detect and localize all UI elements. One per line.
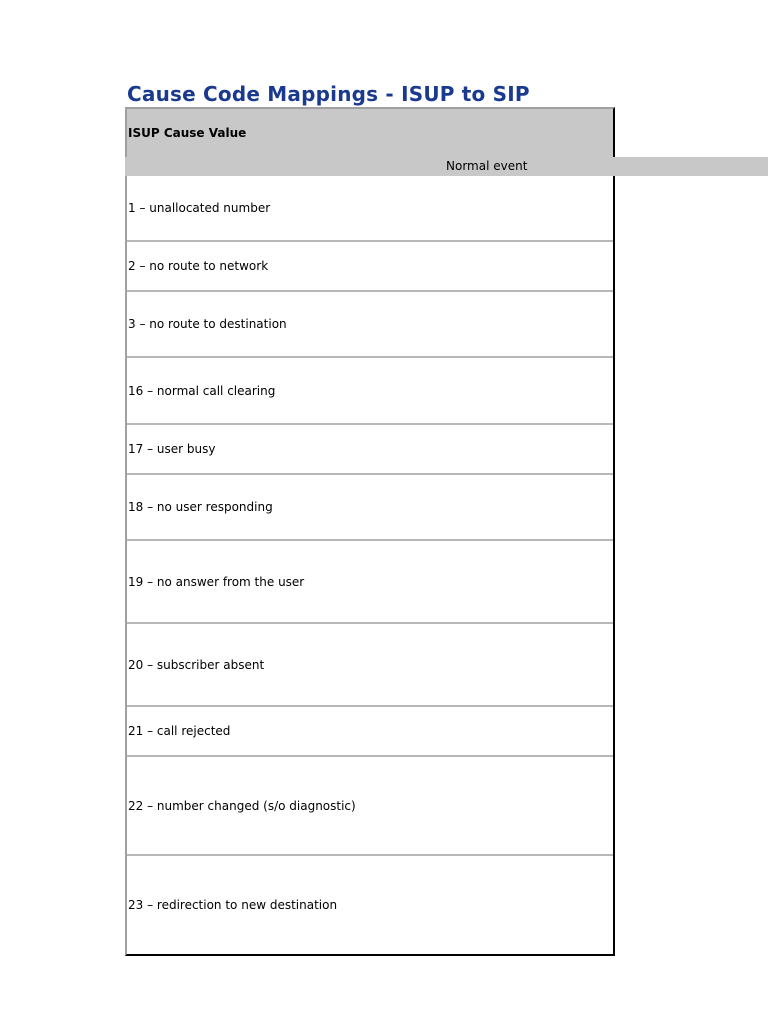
table-header-cell <box>125 107 615 159</box>
cause-value-cell: 1 – unallocated number <box>128 201 271 215</box>
table-row <box>127 176 613 242</box>
table-row <box>127 242 613 292</box>
cause-value-cell: 3 – no route to destination <box>128 317 287 331</box>
table-row <box>127 541 613 624</box>
table-row <box>127 856 613 954</box>
table-row <box>127 757 613 856</box>
cause-value-cell: 21 – call rejected <box>128 724 231 738</box>
cause-value-cell: 16 – normal call clearing <box>128 383 276 398</box>
cause-value-cell: 19 – no answer from the user <box>128 574 305 589</box>
cause-value-cell: 22 – number changed (s/o diagnostic) <box>128 798 356 813</box>
table-row <box>127 292 613 358</box>
table-row <box>127 358 613 425</box>
cause-value-cell: 17 – user busy <box>128 442 216 456</box>
table-row <box>127 707 613 757</box>
page-title: Cause Code Mappings - ISUP to SIP <box>127 82 530 106</box>
table-row <box>127 624 613 707</box>
cause-value-cell: 23 – redirection to new destination <box>128 898 338 912</box>
cause-table-body <box>125 176 615 956</box>
table-row <box>127 425 613 475</box>
section-label: Normal event <box>446 159 528 173</box>
cause-value-cell: 2 – no route to network <box>128 259 269 273</box>
section-band-normal-event <box>125 157 768 176</box>
table-row <box>127 475 613 541</box>
column-header-isup-cause-value: ISUP Cause Value <box>128 126 247 140</box>
cause-value-cell: 18 – no user responding <box>128 500 273 514</box>
cause-value-cell: 20 – subscriber absent <box>128 657 265 672</box>
